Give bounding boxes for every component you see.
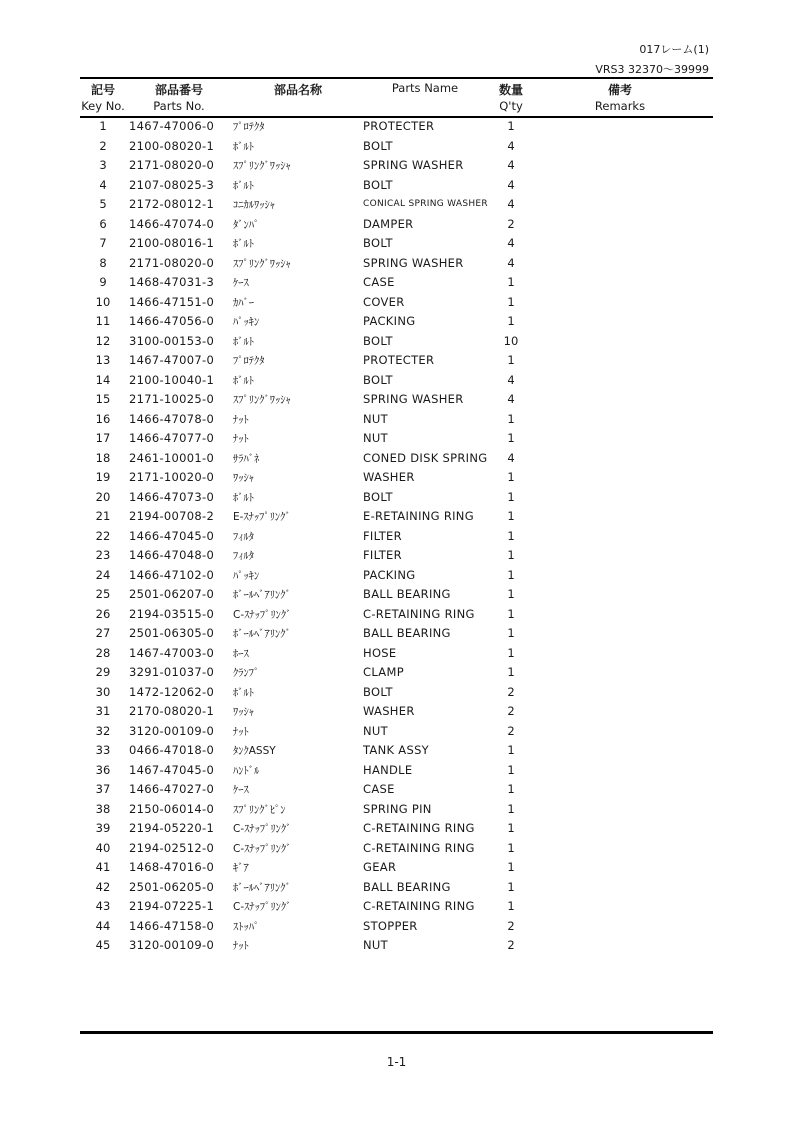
- cell-name-en: BOLT: [363, 684, 393, 699]
- cell-name-jp: ﾅｯﾄ: [233, 940, 249, 952]
- cell-key-no: 31: [95, 704, 111, 718]
- cell-name-jp: ﾎﾞﾙﾄ: [233, 335, 254, 348]
- table-row: [0, 215, 793, 235]
- cell-name-en: CLAMP: [363, 665, 404, 679]
- cell-qty: 1: [507, 645, 515, 660]
- cell-part-no: 0466-47018-0: [129, 743, 215, 757]
- cell-name-jp: ﾀﾝｸASSY: [233, 745, 276, 757]
- table-row: [0, 624, 793, 644]
- table-row: [0, 390, 793, 410]
- cell-qty: 1: [507, 411, 515, 426]
- cell-name-en: DAMPER: [363, 216, 414, 231]
- cell-qty: 4: [507, 450, 515, 465]
- column-remarks-en: Remarks: [594, 99, 646, 113]
- cell-name-jp: ｺﾆｶﾙﾜｯｼｬ: [233, 199, 275, 211]
- cell-name-jp: ﾎﾞｰﾙﾍﾞｱﾘﾝｸﾞ: [233, 881, 291, 894]
- table-row: [0, 449, 793, 469]
- cell-key-no: 12: [95, 333, 111, 348]
- cell-name-en: NUT: [363, 431, 388, 445]
- cell-qty: 2: [507, 918, 515, 933]
- cell-part-no: 1466-47102-0: [129, 567, 215, 582]
- cell-qty: 1: [507, 782, 515, 796]
- table-row: [0, 819, 793, 839]
- cell-name-jp: ﾀﾞﾝﾊﾟ: [233, 218, 260, 231]
- cell-part-no: 2170-08020-1: [129, 704, 215, 718]
- cell-qty: 1: [507, 879, 515, 894]
- cell-name-en: BOLT: [363, 138, 393, 153]
- cell-name-jp: ｽﾄｯﾊﾟ: [233, 920, 260, 933]
- cell-name-en: BOLT: [363, 489, 393, 504]
- cell-part-no: 2100-08016-1: [129, 236, 215, 250]
- table-row: [0, 761, 793, 781]
- cell-part-no: 2171-08020-0: [129, 158, 215, 172]
- cell-qty: 2: [507, 704, 515, 718]
- header-top-rule: [80, 77, 713, 79]
- cell-name-jp: C-ｽﾅｯﾌﾟﾘﾝｸﾞ: [233, 901, 292, 913]
- cell-key-no: 38: [95, 801, 111, 816]
- cell-part-no: 2100-10040-1: [129, 372, 215, 387]
- cell-part-no: 3100-00153-0: [129, 333, 215, 348]
- table-row: [0, 488, 793, 508]
- column-partno-en: Parts No.: [153, 99, 205, 113]
- cell-part-no: 1467-47007-0: [129, 353, 215, 367]
- cell-name-jp: ﾎｰｽ: [233, 647, 249, 660]
- cell-key-no: 13: [95, 353, 111, 367]
- cell-part-no: 2172-08012-1: [129, 197, 215, 211]
- cell-part-no: 2150-06014-0: [129, 801, 215, 816]
- cell-name-en: FILTER: [363, 548, 402, 562]
- cell-key-no: 44: [95, 918, 111, 933]
- table-row: [0, 234, 793, 254]
- cell-key-no: 20: [95, 489, 111, 504]
- cell-qty: 1: [507, 665, 515, 679]
- cell-name-en: STOPPER: [363, 918, 418, 933]
- table-row: [0, 546, 793, 566]
- table-row: [0, 254, 793, 274]
- cell-part-no: 1466-47151-0: [129, 294, 215, 309]
- table-row: [0, 429, 793, 449]
- cell-qty: 10: [503, 333, 519, 348]
- cell-qty: 2: [507, 684, 515, 699]
- cell-name-jp: ﾊﾟｯｷﾝ: [233, 316, 260, 328]
- table-row: [0, 176, 793, 196]
- cell-qty: 4: [507, 197, 515, 211]
- cell-part-no: 2171-10025-0: [129, 392, 215, 406]
- cell-name-jp: ﾎﾞﾙﾄ: [233, 686, 254, 699]
- cell-name-jp: ﾎﾞｰﾙﾍﾞｱﾘﾝｸﾞ: [233, 628, 291, 640]
- cell-name-jp: ﾎﾞﾙﾄ: [233, 374, 254, 387]
- cell-name-en: CASE: [363, 275, 395, 289]
- cell-part-no: 1468-47016-0: [129, 860, 215, 874]
- cell-name-jp: ｹｰｽ: [233, 277, 249, 289]
- cell-part-no: 1466-47048-0: [129, 548, 215, 562]
- cell-qty: 1: [507, 314, 515, 328]
- cell-part-no: 1466-47158-0: [129, 918, 215, 933]
- table-row: [0, 332, 793, 352]
- table-row: [0, 527, 793, 547]
- cell-part-no: 1466-47073-0: [129, 489, 215, 504]
- cell-part-no: 3291-01037-0: [129, 665, 215, 679]
- column-key-jp: 記号: [90, 83, 115, 97]
- cell-qty: 1: [507, 119, 515, 133]
- cell-part-no: 2194-05220-1: [129, 821, 215, 835]
- cell-qty: 1: [507, 548, 515, 562]
- cell-name-jp: ｽﾌﾟﾘﾝｸﾞﾜｯｼｬ: [233, 160, 291, 172]
- serial-range: VRS3 32370～39999: [595, 63, 709, 76]
- cell-part-no: 2171-10020-0: [129, 470, 215, 484]
- cell-part-no: 3120-00109-0: [129, 938, 215, 952]
- cell-name-en: BOLT: [363, 236, 393, 250]
- cell-part-no: 1467-47006-0: [129, 119, 215, 133]
- cell-key-no: 39: [95, 821, 111, 835]
- table-row: [0, 683, 793, 703]
- cell-key-no: 10: [95, 294, 111, 309]
- cell-name-en: BOLT: [363, 333, 393, 348]
- cell-qty: 1: [507, 489, 515, 504]
- cell-name-en: C-RETAINING RING: [363, 899, 475, 913]
- cell-key-no: 3: [99, 158, 107, 172]
- cell-qty: 1: [507, 275, 515, 289]
- cell-name-en: PACKING: [363, 567, 416, 582]
- table-row: [0, 663, 793, 683]
- cell-name-en: GEAR: [363, 860, 397, 874]
- cell-name-en: C-RETAINING RING: [363, 840, 475, 855]
- cell-name-en: FILTER: [363, 528, 402, 543]
- cell-name-en: E-RETAINING RING: [363, 509, 474, 523]
- cell-name-jp: ｶﾊﾞｰ: [233, 296, 254, 309]
- cell-part-no: 2501-06305-0: [129, 626, 215, 640]
- cell-qty: 1: [507, 743, 515, 757]
- table-row: [0, 644, 793, 664]
- cell-key-no: 1: [99, 119, 107, 133]
- cell-key-no: 4: [99, 177, 107, 192]
- cell-name-jp: ﾊﾝﾄﾞﾙ: [233, 764, 260, 777]
- cell-name-en: C-RETAINING RING: [363, 821, 475, 835]
- cell-key-no: 36: [95, 762, 111, 777]
- cell-name-jp: ﾌｨﾙﾀ: [233, 550, 254, 562]
- cell-qty: 4: [507, 392, 515, 406]
- cell-key-no: 37: [95, 782, 111, 796]
- cell-name-jp: ﾎﾞﾙﾄ: [233, 179, 254, 192]
- cell-name-jp: ﾎﾞﾙﾄ: [233, 491, 254, 504]
- cell-key-no: 11: [95, 314, 111, 328]
- footer-rule: [80, 1031, 713, 1034]
- cell-name-en: PROTECTER: [363, 353, 435, 367]
- cell-qty: 1: [507, 567, 515, 582]
- cell-part-no: 2194-00708-2: [129, 509, 215, 523]
- table-row: [0, 585, 793, 605]
- cell-key-no: 22: [95, 528, 111, 543]
- cell-name-en: C-RETAINING RING: [363, 606, 475, 621]
- cell-name-jp: ﾎﾞﾙﾄ: [233, 238, 254, 250]
- cell-name-en: HANDLE: [363, 762, 413, 777]
- cell-qty: 1: [507, 294, 515, 309]
- table-row: [0, 137, 793, 157]
- cell-key-no: 40: [95, 840, 111, 855]
- cell-name-en: SPRING PIN: [363, 801, 432, 816]
- cell-qty: 2: [507, 723, 515, 738]
- table-row: [0, 566, 793, 586]
- cell-qty: 4: [507, 177, 515, 192]
- column-key-en: Key No.: [81, 99, 125, 113]
- cell-name-en: HOSE: [363, 645, 397, 660]
- cell-name-jp: C-ｽﾅｯﾌﾟﾘﾝｸﾞ: [233, 842, 292, 855]
- cell-name-en: PROTECTER: [363, 119, 435, 133]
- table-row: [0, 156, 793, 176]
- cell-name-jp: ｻﾗﾊﾞﾈ: [233, 452, 260, 465]
- table-row: [0, 858, 793, 878]
- cell-key-no: 45: [95, 938, 111, 952]
- table-row: [0, 741, 793, 761]
- cell-qty: 1: [507, 470, 515, 484]
- cell-key-no: 7: [99, 236, 107, 250]
- cell-part-no: 1466-47077-0: [129, 431, 215, 445]
- cell-name-en: NUT: [363, 938, 388, 952]
- table-row: [0, 195, 793, 215]
- cell-qty: 4: [507, 372, 515, 387]
- cell-part-no: 3120-00109-0: [129, 723, 215, 738]
- cell-part-no: 2194-07225-1: [129, 899, 215, 913]
- cell-name-en: SPRING WASHER: [363, 255, 464, 270]
- cell-part-no: 2107-08025-3: [129, 177, 215, 192]
- cell-part-no: 2100-08020-1: [129, 138, 215, 153]
- table-row: [0, 839, 793, 859]
- cell-qty: 1: [507, 587, 515, 601]
- cell-name-jp: ｸﾗﾝﾌﾟ: [233, 667, 260, 679]
- cell-name-jp: C-ｽﾅｯﾌﾟﾘﾝｸﾞ: [233, 608, 292, 621]
- table-row: [0, 507, 793, 527]
- cell-qty: 1: [507, 353, 515, 367]
- cell-part-no: 2194-02512-0: [129, 840, 215, 855]
- column-remarks-jp: 備考: [607, 83, 632, 97]
- cell-name-en: BOLT: [363, 372, 393, 387]
- table-row: [0, 702, 793, 722]
- table-row: [0, 878, 793, 898]
- cell-name-en: SPRING WASHER: [363, 158, 464, 172]
- column-partno-jp: 部品番号: [154, 83, 203, 97]
- cell-key-no: 9: [99, 275, 107, 289]
- table-row: [0, 468, 793, 488]
- cell-qty: 1: [507, 606, 515, 621]
- cell-qty: 2: [507, 938, 515, 952]
- cell-name-jp: ｽﾌﾟﾘﾝｸﾞﾜｯｼｬ: [233, 257, 291, 270]
- column-qty-en: Q'ty: [499, 99, 523, 113]
- cell-name-jp: ﾊﾟｯｷﾝ: [233, 569, 260, 582]
- cell-key-no: 23: [95, 548, 111, 562]
- table-row: [0, 917, 793, 937]
- column-name-jp: 部品名称: [273, 83, 322, 97]
- cell-key-no: 6: [99, 216, 107, 231]
- table-row: [0, 312, 793, 332]
- cell-qty: 1: [507, 528, 515, 543]
- cell-qty: 1: [507, 860, 515, 874]
- column-name-en: Parts Name: [391, 81, 459, 95]
- cell-name-en: WASHER: [363, 470, 415, 484]
- cell-key-no: 16: [95, 411, 111, 426]
- cell-name-jp: ｽﾌﾟﾘﾝｸﾞﾋﾟﾝ: [233, 803, 286, 816]
- cell-name-en: PACKING: [363, 314, 416, 328]
- cell-qty: 1: [507, 431, 515, 445]
- cell-part-no: 1472-12062-0: [129, 684, 215, 699]
- cell-name-jp: E-ｽﾅｯﾌﾟﾘﾝｸﾞ: [233, 511, 291, 523]
- cell-name-jp: ﾎﾞﾙﾄ: [233, 140, 254, 153]
- cell-qty: 1: [507, 840, 515, 855]
- cell-key-no: 8: [99, 255, 107, 270]
- cell-name-en: BALL BEARING: [363, 587, 451, 601]
- cell-qty: 1: [507, 899, 515, 913]
- cell-name-en: CONICAL SPRING WASHER: [363, 199, 488, 209]
- cell-part-no: 1466-47074-0: [129, 216, 215, 231]
- cell-key-no: 27: [95, 626, 111, 640]
- cell-key-no: 43: [95, 899, 111, 913]
- table-row: [0, 410, 793, 430]
- cell-qty: 1: [507, 626, 515, 640]
- cell-qty: 1: [507, 821, 515, 835]
- cell-name-jp: ﾅｯﾄ: [233, 433, 249, 445]
- cell-name-jp: ﾌﾟﾛﾃｸﾀ: [233, 121, 265, 133]
- cell-part-no: 2501-06207-0: [129, 587, 215, 601]
- cell-name-en: NUT: [363, 723, 388, 738]
- cell-qty: 4: [507, 158, 515, 172]
- cell-key-no: 15: [95, 392, 111, 406]
- column-qty-jp: 数量: [498, 83, 523, 97]
- cell-key-no: 29: [95, 665, 111, 679]
- cell-key-no: 33: [95, 743, 111, 757]
- cell-qty: 4: [507, 138, 515, 153]
- table-row: [0, 897, 793, 917]
- cell-name-jp: ﾎﾞｰﾙﾍﾞｱﾘﾝｸﾞ: [233, 589, 291, 601]
- cell-part-no: 2461-10001-0: [129, 450, 215, 465]
- table-row: [0, 936, 793, 956]
- cell-key-no: 17: [95, 431, 111, 445]
- cell-qty: 1: [507, 801, 515, 816]
- cell-part-no: 1466-47027-0: [129, 782, 215, 796]
- cell-key-no: 28: [95, 645, 111, 660]
- cell-name-en: BOLT: [363, 177, 393, 192]
- cell-key-no: 24: [95, 567, 111, 582]
- cell-name-en: TANK ASSY: [363, 743, 429, 757]
- cell-part-no: 2501-06205-0: [129, 879, 215, 894]
- cell-qty: 1: [507, 509, 515, 523]
- cell-part-no: 1466-47056-0: [129, 314, 215, 328]
- cell-qty: 1: [507, 762, 515, 777]
- table-row: [0, 371, 793, 391]
- cell-part-no: 1466-47078-0: [129, 411, 215, 426]
- cell-name-jp: ﾌｨﾙﾀ: [233, 530, 254, 543]
- table-row: [0, 273, 793, 293]
- cell-qty: 2: [507, 216, 515, 231]
- cell-part-no: 2171-08020-0: [129, 255, 215, 270]
- table-row: [0, 722, 793, 742]
- cell-qty: 4: [507, 255, 515, 270]
- cell-key-no: 21: [95, 509, 111, 523]
- cell-key-no: 42: [95, 879, 111, 894]
- cell-name-en: WASHER: [363, 704, 415, 718]
- cell-key-no: 14: [95, 372, 111, 387]
- cell-name-jp: ﾜｯｼｬ: [233, 472, 254, 484]
- cell-name-en: SPRING WASHER: [363, 392, 464, 406]
- cell-key-no: 26: [95, 606, 111, 621]
- cell-part-no: 2194-03515-0: [129, 606, 215, 621]
- cell-name-en: CASE: [363, 782, 395, 796]
- cell-name-en: BALL BEARING: [363, 879, 451, 894]
- cell-qty: 4: [507, 236, 515, 250]
- cell-part-no: 1467-47003-0: [129, 645, 215, 660]
- section-title: 017レーム(1): [639, 43, 709, 56]
- cell-part-no: 1468-47031-3: [129, 275, 215, 289]
- cell-key-no: 30: [95, 684, 111, 699]
- cell-key-no: 18: [95, 450, 111, 465]
- cell-part-no: 1467-47045-0: [129, 762, 215, 777]
- cell-name-jp: ｷﾞｱ: [233, 862, 249, 874]
- cell-name-jp: ｽﾌﾟﾘﾝｸﾞﾜｯｼｬ: [233, 394, 291, 406]
- cell-key-no: 41: [95, 860, 111, 874]
- cell-key-no: 32: [95, 723, 111, 738]
- cell-name-jp: ｹｰｽ: [233, 784, 249, 796]
- cell-name-jp: C-ｽﾅｯﾌﾟﾘﾝｸﾞ: [233, 823, 292, 835]
- cell-name-jp: ﾅｯﾄ: [233, 413, 249, 426]
- parts-list: [0, 117, 793, 956]
- cell-key-no: 19: [95, 470, 111, 484]
- table-row: [0, 780, 793, 800]
- cell-name-en: BALL BEARING: [363, 626, 451, 640]
- cell-key-no: 25: [95, 587, 111, 601]
- cell-key-no: 2: [99, 138, 107, 153]
- table-row: [0, 800, 793, 820]
- cell-name-jp: ﾌﾟﾛﾃｸﾀ: [233, 355, 265, 367]
- cell-name-jp: ﾜｯｼｬ: [233, 706, 254, 718]
- cell-name-en: CONED DISK SPRING: [363, 450, 488, 465]
- table-row: [0, 293, 793, 313]
- cell-name-jp: ﾅｯﾄ: [233, 725, 249, 738]
- page-number: 1-1: [386, 1055, 407, 1069]
- cell-part-no: 1466-47045-0: [129, 528, 215, 543]
- cell-key-no: 5: [99, 197, 107, 211]
- table-row: [0, 351, 793, 371]
- table-row: [0, 605, 793, 625]
- table-row: [0, 117, 793, 137]
- cell-name-en: NUT: [363, 411, 388, 426]
- cell-name-en: COVER: [363, 294, 405, 309]
